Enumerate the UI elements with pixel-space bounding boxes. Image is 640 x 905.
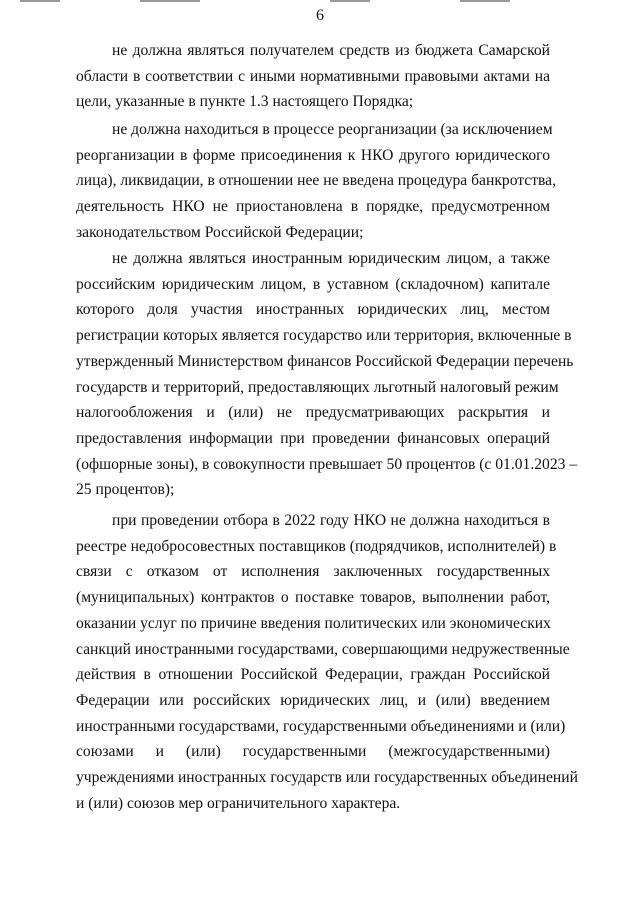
paragraph-3-line: (офшорные зоны), в совокупности превышает 50 процентов (с 01.01.2023 –: [76, 455, 578, 473]
paragraph-1-line: не должна являться получателем средств из бюджета Самарской: [112, 42, 550, 59]
paragraph-4-line: (муниципальных) контрактов о поставке товаров, выполнении работ,: [76, 589, 550, 607]
paragraph-3-line: утвержденный Министерством финансов Российской Федерации перечень: [76, 352, 574, 370]
paragraph-2-line: законодательством Российской Федерации;: [76, 223, 364, 241]
paragraph-1-line: цели, указанные в пункте 1.3 настоящего Порядка;: [76, 93, 414, 111]
paragraph-3-line: государств и территорий, предоставляющих льготный налоговый режим: [76, 378, 559, 396]
paragraph-3-line: 25 процентов);: [76, 481, 175, 499]
paragraph-4-line: связи с отказом от исполнения заключенных государственных: [76, 563, 550, 581]
paragraph-2-line: лица), ликвидации, в отношении нее не введена процедура банкротства,: [76, 172, 557, 190]
paragraph-4-line: Федерации или российских юридических лиц, и (или) введением: [76, 691, 550, 709]
paragraph-2-line: деятельность НКО не приостановлена в порядке, предусмотренном: [76, 198, 550, 216]
paragraph-3-line: которого доля участия иностранных юридических лиц, местом: [76, 301, 550, 319]
paragraph-3-line: предоставления информации при проведении финансовых операций: [76, 429, 550, 447]
paragraph-4-line: и (или) союзов мер ограничительного характера.: [76, 794, 401, 812]
paragraph-3-line: регистрации которых является государство или территория, включенные в: [76, 327, 572, 345]
scan-artifact: [460, 0, 510, 2]
scan-artifact: [330, 0, 370, 2]
paragraph-4-line: действия в отношении Российской Федерации, граждан Российской: [76, 666, 550, 684]
paragraph-2-line: не должна находиться в процессе реорганизации (за исключением: [112, 121, 553, 138]
scan-artifact: [20, 0, 60, 2]
paragraph-4-line: иностранными государствами, государственными объединениями и (или): [76, 717, 566, 735]
paragraph-3-line: налогообложения и (или) не предусматривающих раскрытия и: [76, 404, 550, 422]
paragraph-4-line: союзами и (или) государственными (межгосударственными): [76, 743, 550, 761]
scan-artifact: [140, 0, 200, 2]
paragraph-3-line: российским юридическим лицом, в уставном (складочном) капитале: [76, 275, 550, 293]
paragraph-4-line: оказании услуг по причине введения политических или экономических: [76, 614, 551, 632]
paragraph-4-line: учреждениями иностранных государств или государственных объединений: [76, 769, 578, 786]
paragraph-2-line: реорганизации в форме присоединения к НКО другого юридического: [76, 146, 550, 164]
paragraph-4-line: санкций иностранными государствами, совершающими недружественные: [76, 640, 570, 658]
paragraph-4-line: при проведении отбора в 2022 году НКО не должна находиться в: [112, 512, 550, 529]
paragraph-1-line: области в соответствии с иными нормативными правовыми актами на: [76, 67, 550, 85]
page-number: 6: [316, 7, 324, 24]
paragraph-4-line: реестре недобросовестных поставщиков (подрядчиков, исполнителей) в: [76, 537, 557, 555]
paragraph-3-line: не должна являться иностранным юридическим лицом, а также: [112, 250, 550, 267]
